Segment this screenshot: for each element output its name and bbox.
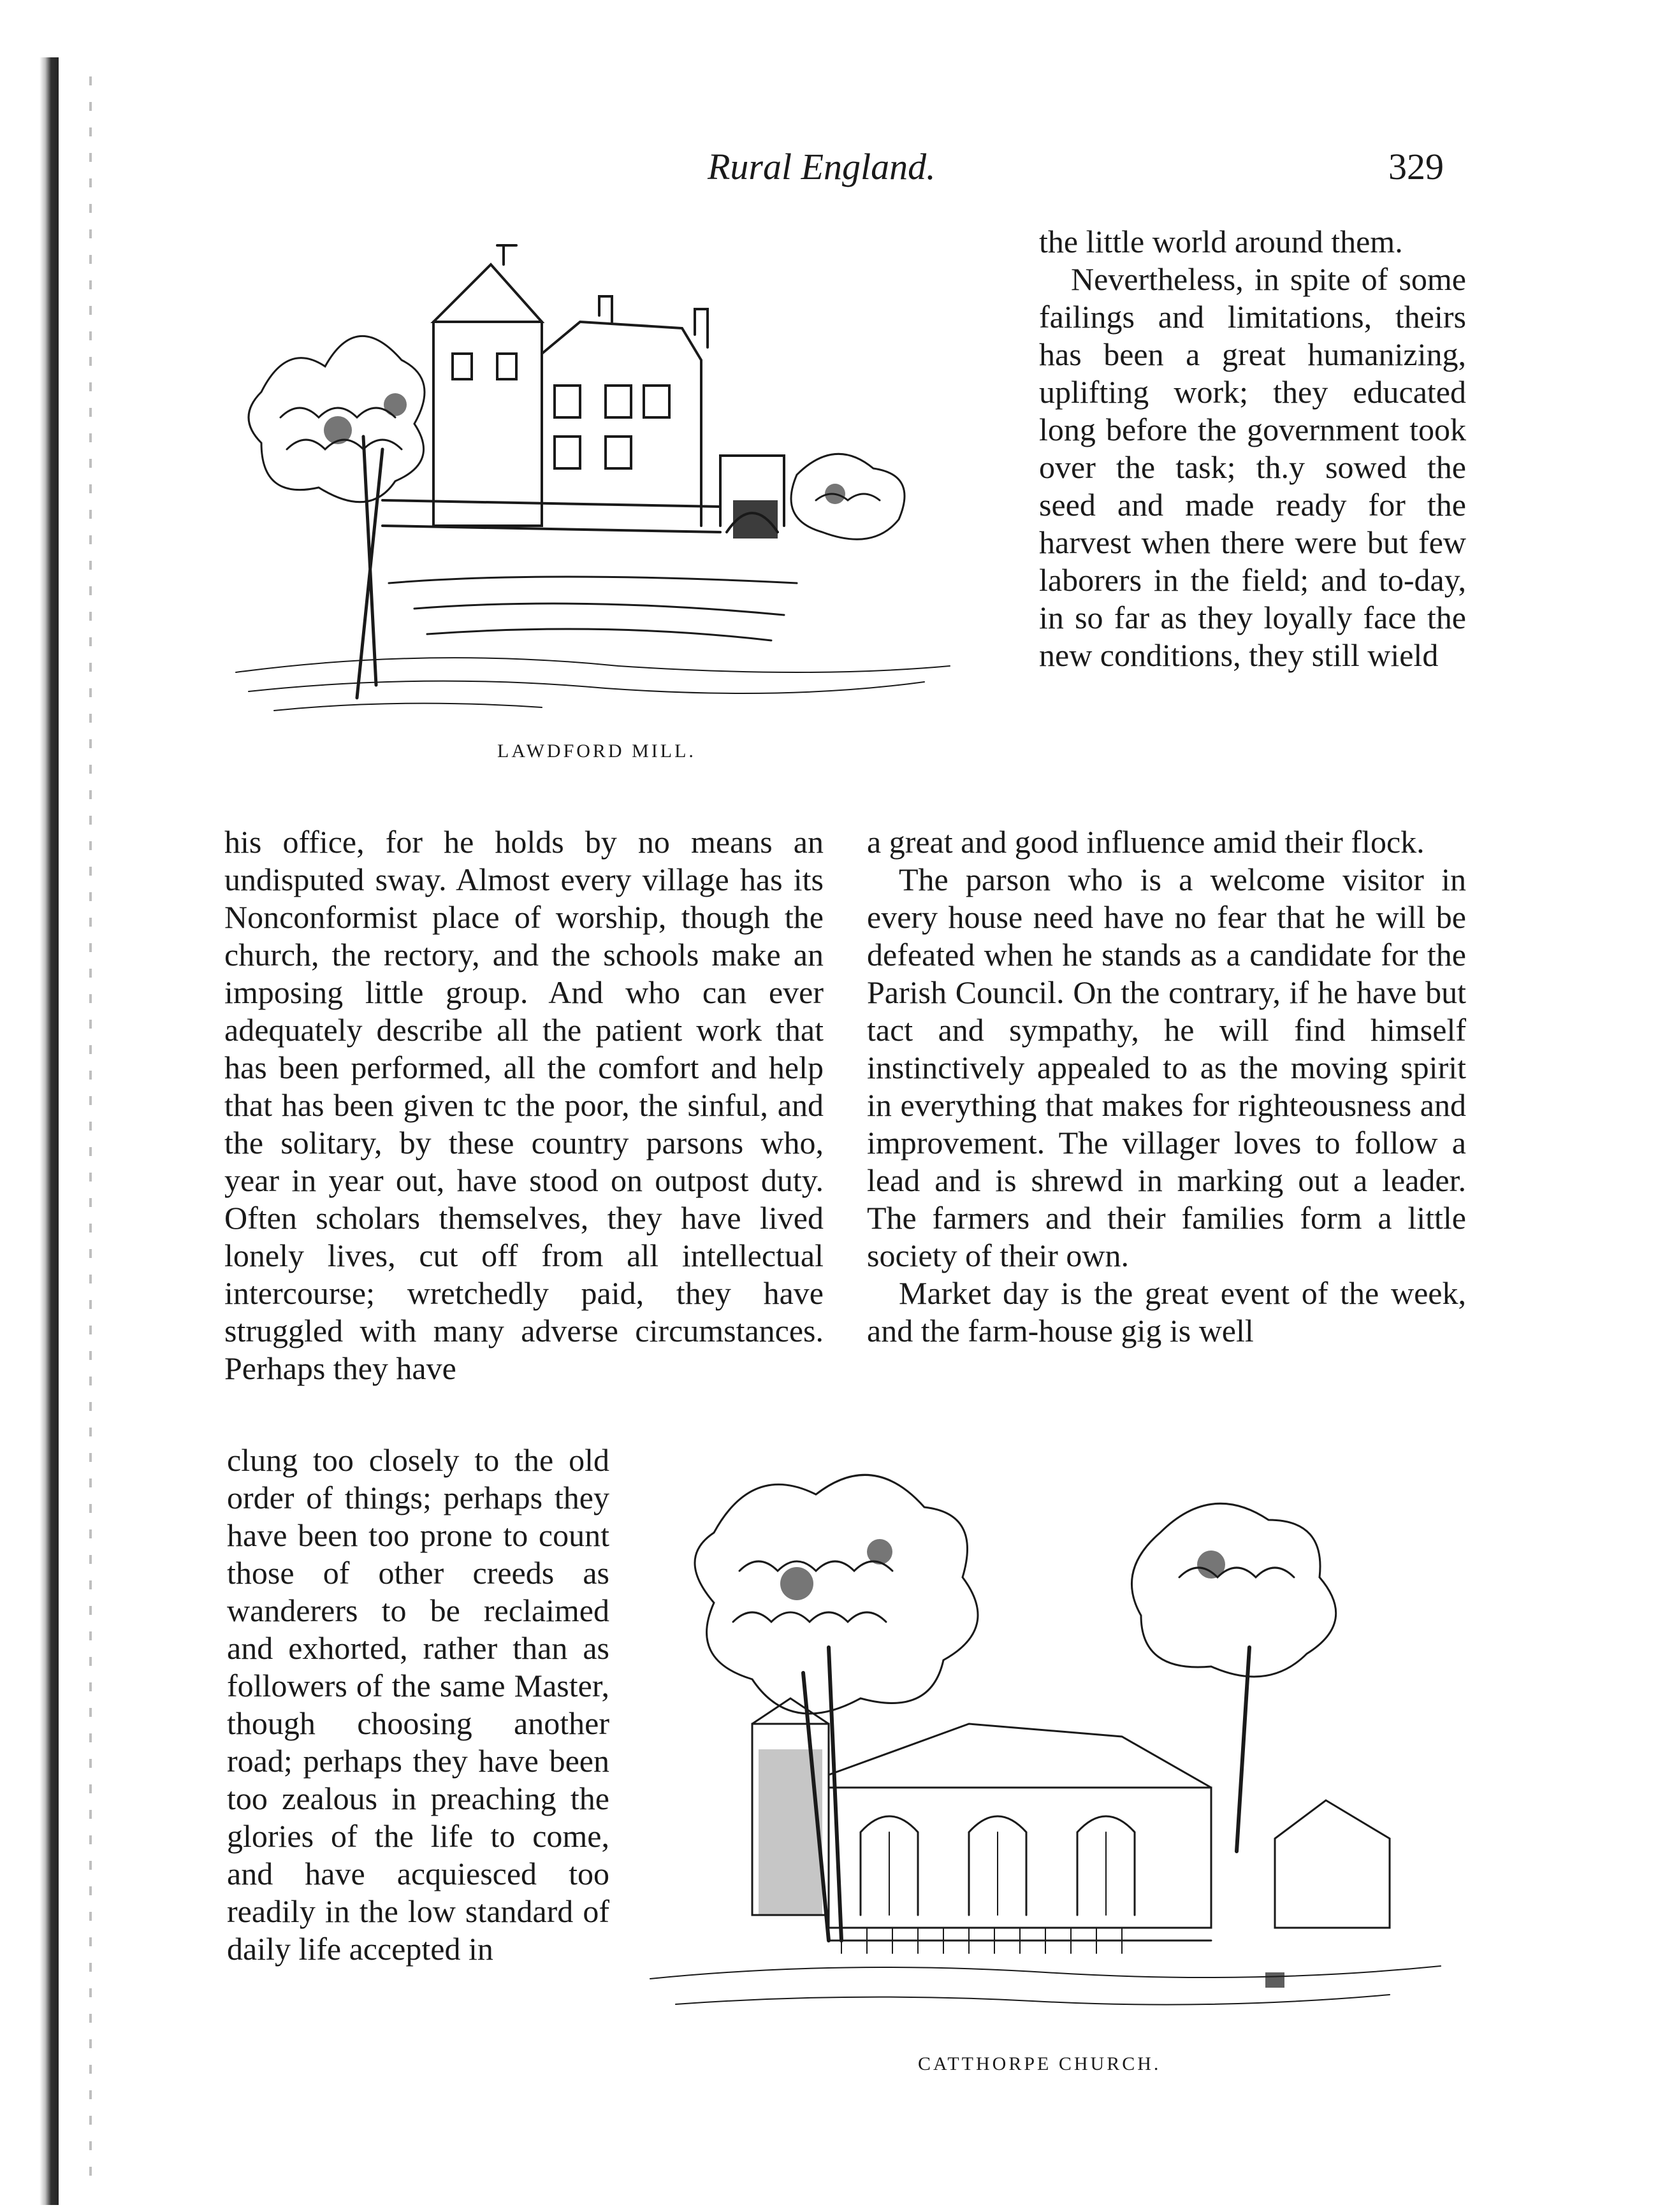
gutter-marks — [89, 76, 92, 2179]
lawdford-mill-illustration — [223, 226, 975, 723]
paragraph: Nevertheless, in spite of some failings and limitations, theirs has been a great humanizing, uplifting work; they educated long before the government took over the task; th.y sowed the seed and made ready for the harvest when there were but few laborers in the field; and to-day, in so far as they loyally face the new conditions, they still wield — [1039, 261, 1466, 673]
paragraph: Market day is the great event of the week, and the farm-house gig is well — [867, 1275, 1466, 1348]
paragraph: The parson who is a welcome visitor in every house need have no fear that he will be defeated when he stands as a candidate for the Parish Council. On the contrary, if he have but tact and sympathy, he will find himself instinctively appealed to as the moving spirit in everything that makes for righteousness and improvement. The villager loves to follow a lead and is shrewd in marking out a leader. The farmers and their families form a little society of their own. — [867, 862, 1466, 1273]
lawdford-mill-caption: LAWDFORD MILL. — [497, 741, 696, 762]
paragraph: his office, for he holds by no means an undisputed sway. Almost every village has its Nonconformist place of worship, though the church, the rectory, and the schools make an imposing little group. And who can ever adequately describe all the patient work that has been performed, all the comfort and help that has been given tc the poor, the sinful, and the solitary, by these country parsons who, year in year out, have stood on outpost duty. Often scholars themselves, they have lived lonely lives, cut off from all intellectual intercourse; wretchedly paid, they have struggled with many adverse circumstances. Perhaps they have — [224, 824, 824, 1386]
left-column-bottom — [227, 1442, 609, 1968]
book-spine-shadow — [40, 57, 59, 2205]
left-column-main — [224, 823, 824, 1387]
right-column-top — [1039, 223, 1466, 674]
paragraph: the little world around them. — [1039, 224, 1403, 259]
paragraph: clung too closely to the old order of things; perhaps they have been too prone to count those of other creeds as wanderers to be reclaimed and exhorted, rather than as followers of the same Master, though choosing another road; perhaps they have been too zealous in preaching the glories of the life to come, and have acquiesced too readily in the low standard of daily life accepted in — [227, 1442, 609, 1967]
right-column-main — [867, 823, 1466, 1350]
paragraph: a great and good influence amid their flock. — [867, 824, 1425, 860]
page-number: 329 — [1388, 146, 1444, 187]
running-title: Rural England. — [708, 146, 936, 187]
catthorpe-church-illustration — [637, 1456, 1466, 2030]
catthorpe-church-caption: CATTHORPE CHURCH. — [918, 2053, 1161, 2074]
